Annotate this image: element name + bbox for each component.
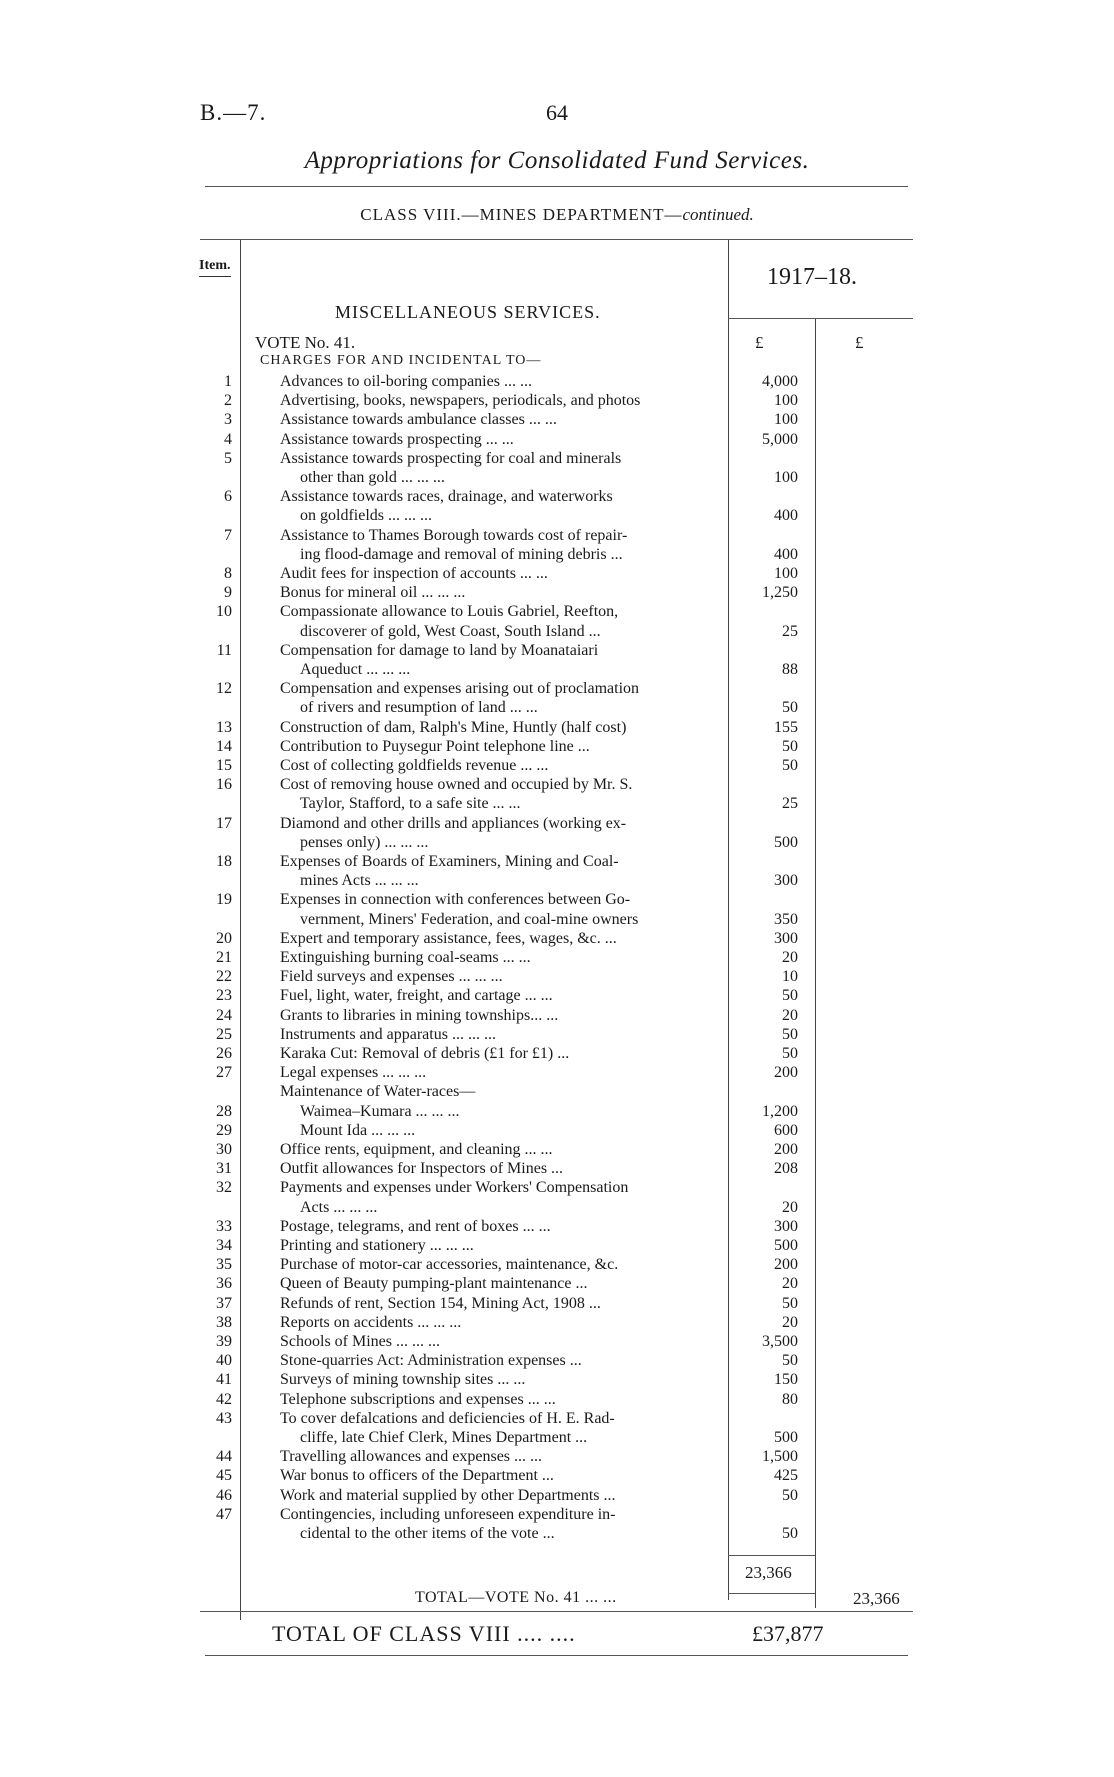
item-amount: 300 xyxy=(774,872,798,890)
rule-table-top xyxy=(200,239,913,240)
item-number: 40 xyxy=(216,1352,232,1370)
item-description: Purchase of motor-car accessories, maintenance, &c. xyxy=(280,1256,619,1274)
item-amount: 20 xyxy=(782,1313,798,1331)
item-number: 18 xyxy=(216,853,232,870)
item-amount: 50 xyxy=(782,987,798,1005)
item-number: 22 xyxy=(216,968,232,986)
item-number: 16 xyxy=(216,776,232,794)
item-amount: 50 xyxy=(782,1025,798,1043)
item-amount: 155 xyxy=(774,718,798,736)
item-amount: 400 xyxy=(774,545,798,563)
item-description: Travelling allowances and expenses ... ... xyxy=(280,1448,543,1466)
item-amount: 25 xyxy=(782,795,798,813)
item-number: 28 xyxy=(216,1102,232,1120)
item-column-header: Item. xyxy=(199,258,231,277)
item-description: Advertising, books, newspapers, periodicals, and photos xyxy=(280,392,641,410)
item-amount: 50 xyxy=(782,757,798,774)
item-number: 13 xyxy=(216,718,232,736)
item-description: Expenses in connection with conferences between Go- xyxy=(280,891,631,909)
item-description: Assistance towards prospecting for coal and minerals xyxy=(280,449,622,467)
item-number: 3 xyxy=(224,411,232,429)
item-number: 44 xyxy=(216,1448,232,1466)
year-header: 1917–18. xyxy=(767,264,857,290)
item-amount: 425 xyxy=(774,1467,798,1485)
item-amount: 350 xyxy=(774,910,798,928)
item-amount: 100 xyxy=(774,565,798,582)
item-number: 46 xyxy=(216,1486,232,1504)
item-amount: 100 xyxy=(774,469,798,486)
item-description: Diamond and other drills and appliances (working ex- xyxy=(280,814,627,832)
item-amount: 50 xyxy=(782,737,798,755)
item-amount: 100 xyxy=(774,411,798,429)
item-amount: 50 xyxy=(782,1525,798,1542)
item-description: Reports on accidents ... ... ... xyxy=(280,1313,462,1331)
item-description: of rivers and resumption of land ... ... xyxy=(300,699,538,717)
item-amount: 400 xyxy=(774,507,798,525)
item-amount: 88 xyxy=(782,661,798,678)
item-number: 30 xyxy=(216,1141,232,1158)
item-number: 37 xyxy=(216,1294,232,1312)
item-number: 41 xyxy=(216,1371,232,1389)
item-description: Construction of dam, Ralph's Mine, Huntly (half cost) xyxy=(280,718,627,736)
item-amount: 500 xyxy=(774,1429,798,1446)
total-vote-label: TOTAL—VOTE No. 41 ... ... xyxy=(415,1589,617,1606)
item-number: 43 xyxy=(216,1409,232,1427)
document-reference: B.—7. xyxy=(200,100,267,125)
item-number: 12 xyxy=(216,680,232,698)
item-description: Cost of collecting goldfields revenue ... ... xyxy=(280,757,549,774)
item-number: 19 xyxy=(216,891,232,909)
item-description: Work and material supplied by other Departments ... xyxy=(280,1486,616,1504)
item-description: Waimea–Kumara ... ... ... xyxy=(300,1102,460,1120)
item-description: Compensation for damage to land by Moanataiari xyxy=(280,641,599,659)
item-amount: 100 xyxy=(774,392,798,410)
rule-subtotal xyxy=(728,1555,815,1556)
item-description: Payments and expenses under Workers' Compensation xyxy=(280,1179,629,1197)
item-description: War bonus to officers of the Department ... xyxy=(280,1467,554,1485)
item-description: Printing and stationery ... ... ... xyxy=(280,1237,474,1254)
item-description: Compensation and expenses arising out of proclamation xyxy=(280,680,640,698)
item-description: Aqueduct ... ... ... xyxy=(300,661,411,678)
item-description: Contingencies, including unforeseen expenditure in- xyxy=(280,1505,616,1523)
item-description: Assistance towards prospecting ... ... xyxy=(280,430,514,448)
item-amount: 20 xyxy=(782,1006,798,1024)
item-amount: 1,250 xyxy=(762,584,798,602)
item-description: cliffe, late Chief Clerk, Mines Department ... xyxy=(300,1429,588,1446)
item-description: vernment, Miners' Federation, and coal-mine owners xyxy=(300,910,639,928)
item-description: Extinguishing burning coal-seams ... ... xyxy=(280,949,531,966)
item-description: Telephone subscriptions and expenses ... ... xyxy=(280,1390,556,1408)
item-description: Cost of removing house owned and occupied by Mr. S. xyxy=(280,776,633,794)
item-description: Assistance towards ambulance classes ... ... xyxy=(280,411,557,429)
item-description: discoverer of gold, West Coast, South Island ... xyxy=(300,622,601,640)
item-description: Outfit allowances for Inspectors of Mines ... xyxy=(280,1160,564,1178)
item-amount: 300 xyxy=(774,929,798,947)
item-description: Instruments and apparatus ... ... ... xyxy=(280,1025,496,1043)
item-amount: 200 xyxy=(774,1256,798,1274)
item-number: 15 xyxy=(216,757,232,774)
page-number: 64 xyxy=(546,100,568,125)
item-number: 35 xyxy=(216,1256,232,1274)
rule-table-bottom xyxy=(200,1611,913,1612)
item-number: 32 xyxy=(216,1179,232,1197)
item-description: Bonus for mineral oil ... ... ... xyxy=(280,584,466,602)
item-description: mines Acts ... ... ... xyxy=(300,872,419,890)
item-amount: 4,000 xyxy=(762,373,798,390)
item-amount: 80 xyxy=(782,1390,798,1408)
item-amount: 5,000 xyxy=(762,430,798,448)
item-number: 2 xyxy=(224,392,232,410)
item-description: Expenses of Boards of Examiners, Mining and Coal- xyxy=(280,853,619,870)
item-description: Queen of Beauty pumping-plant maintenance ... xyxy=(280,1275,588,1293)
item-number: 42 xyxy=(216,1390,232,1408)
item-description: Field surveys and expenses ... ... ... xyxy=(280,968,503,986)
item-amount: 50 xyxy=(782,1352,798,1370)
item-amount: 50 xyxy=(782,1486,798,1504)
item-number: 39 xyxy=(216,1333,232,1350)
item-description: penses only) ... ... ... xyxy=(300,833,429,851)
item-number: 4 xyxy=(224,430,232,448)
item-number: 20 xyxy=(216,929,232,947)
column-divider-desc xyxy=(728,240,729,1600)
item-amount: 20 xyxy=(782,1198,798,1216)
item-amount: 20 xyxy=(782,1275,798,1293)
item-number: 14 xyxy=(216,737,232,755)
vote-heading: VOTE No. 41. xyxy=(255,333,356,352)
item-amount: 300 xyxy=(774,1217,798,1235)
item-description: Advances to oil-boring companies ... ... xyxy=(280,373,532,390)
item-number: 9 xyxy=(224,584,232,602)
item-amount: 20 xyxy=(782,949,798,966)
item-amount: 150 xyxy=(774,1371,798,1389)
currency-symbol: £ xyxy=(855,333,864,352)
item-description: Assistance towards races, drainage, and waterworks xyxy=(280,488,613,506)
column-divider-item xyxy=(240,240,241,1620)
item-number: 7 xyxy=(224,526,232,544)
item-description: Audit fees for inspection of accounts ... ... xyxy=(280,565,548,582)
item-description: Grants to libraries in mining townships... ... xyxy=(280,1006,559,1024)
section-heading: MISCELLANEOUS SERVICES. xyxy=(335,302,601,322)
total-class-label: TOTAL OF CLASS VIII .... .... xyxy=(272,1621,576,1646)
item-amount: 600 xyxy=(774,1121,798,1139)
item-description: Refunds of rent, Section 154, Mining Act, 1908 ... xyxy=(280,1294,601,1312)
subtotal-amount: 23,366 xyxy=(745,1563,792,1582)
item-description: Fuel, light, water, freight, and cartage ... ... xyxy=(280,987,553,1005)
item-amount: 208 xyxy=(774,1160,798,1178)
item-number: 8 xyxy=(224,565,232,582)
item-description: cidental to the other items of the vote ... xyxy=(300,1525,555,1542)
item-number: 1 xyxy=(224,373,232,390)
item-description: Office rents, equipment, and cleaning ... ... xyxy=(280,1141,553,1158)
item-number: 11 xyxy=(216,641,232,659)
charges-heading: CHARGES FOR AND INCIDENTAL TO— xyxy=(260,353,542,368)
item-amount: 1,200 xyxy=(762,1102,798,1120)
item-description: Postage, telegrams, and rent of boxes ... ... xyxy=(280,1217,551,1235)
item-number: 47 xyxy=(216,1505,232,1523)
item-amount: 500 xyxy=(774,1237,798,1254)
item-description: Contribution to Puysegur Point telephone line ... xyxy=(280,737,590,755)
item-number: 38 xyxy=(216,1313,232,1331)
item-number: 31 xyxy=(216,1160,232,1178)
currency-symbol: £ xyxy=(755,333,764,352)
item-number: 27 xyxy=(216,1064,232,1082)
rule-bottom xyxy=(205,1655,908,1656)
item-number: 6 xyxy=(224,488,232,506)
item-number: 24 xyxy=(216,1006,232,1024)
item-amount: 50 xyxy=(782,1045,798,1062)
item-number: 33 xyxy=(216,1217,232,1235)
total-class-amount: £37,877 xyxy=(752,1621,824,1646)
item-amount: 3,500 xyxy=(762,1333,798,1350)
item-amount: 10 xyxy=(782,968,798,986)
item-number: 5 xyxy=(224,449,232,467)
item-number: 17 xyxy=(216,814,232,832)
item-number: 36 xyxy=(216,1275,232,1293)
rule-subtotal-bottom xyxy=(728,1593,815,1594)
item-amount: 25 xyxy=(782,622,798,640)
subheading: Maintenance of Water-races— xyxy=(280,1083,476,1101)
item-description: Compassionate allowance to Louis Gabriel, Reefton, xyxy=(280,603,619,621)
item-amount: 200 xyxy=(774,1064,798,1082)
item-description: Assistance to Thames Borough towards cost of repair- xyxy=(280,526,628,544)
total-vote-amount: 23,366 xyxy=(853,1589,900,1608)
item-number: 29 xyxy=(216,1121,232,1139)
item-description: Surveys of mining township sites ... ... xyxy=(280,1371,526,1389)
item-description: other than gold ... ... ... xyxy=(300,469,445,486)
item-amount: 500 xyxy=(774,833,798,851)
rule-year xyxy=(728,318,913,319)
item-description: Mount Ida ... ... ... xyxy=(300,1121,416,1139)
item-number: 26 xyxy=(216,1045,232,1062)
item-description: Schools of Mines ... ... ... xyxy=(280,1333,440,1350)
page-title: Appropriations for Consolidated Fund Services. xyxy=(304,147,810,174)
item-number: 21 xyxy=(216,949,232,966)
item-description: Stone-quarries Act: Administration expenses ... xyxy=(280,1352,582,1370)
item-description: Legal expenses ... ... ... xyxy=(280,1064,427,1082)
item-number: 34 xyxy=(216,1237,232,1254)
item-number: 25 xyxy=(216,1025,232,1043)
item-description: Expert and temporary assistance, fees, wages, &c. ... xyxy=(280,929,617,947)
item-amount: 1,500 xyxy=(762,1448,798,1466)
item-description: To cover defalcations and deficiencies of H. E. Rad- xyxy=(280,1409,615,1427)
item-description: Karaka Cut: Removal of debris (£1 for £1) ... xyxy=(280,1045,570,1062)
item-number: 23 xyxy=(216,987,232,1005)
item-number: 10 xyxy=(216,603,232,621)
item-description: ing flood-damage and removal of mining debris ... xyxy=(300,545,623,563)
item-amount: 50 xyxy=(782,1294,798,1312)
item-description: on goldfields ... ... ... xyxy=(300,507,432,525)
class-heading: CLASS VIII.—MINES DEPARTMENT—continued. xyxy=(360,205,754,224)
item-amount: 200 xyxy=(774,1141,798,1158)
rule-top xyxy=(205,186,908,187)
item-description: Acts ... ... ... xyxy=(300,1198,378,1216)
item-number: 45 xyxy=(216,1467,232,1485)
column-divider-amount xyxy=(815,318,816,1608)
item-amount: 50 xyxy=(782,699,798,717)
item-description: Taylor, Stafford, to a safe site ... ... xyxy=(300,795,521,813)
